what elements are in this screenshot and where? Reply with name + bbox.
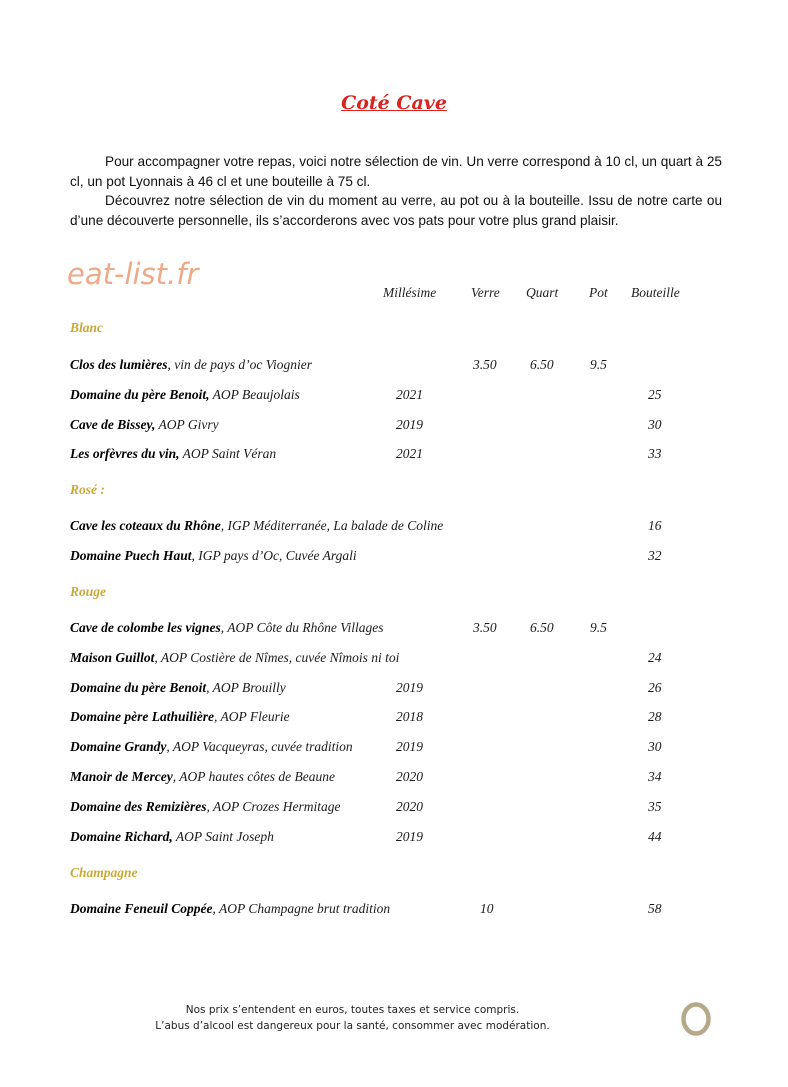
wine-year: 2018	[396, 709, 423, 724]
wine-name: Domaine Richard,	[70, 829, 173, 844]
wine-row	[0, 548, 788, 568]
wine-appellation: , IGP Méditerranée, La balade de Coline	[220, 518, 444, 533]
wine-label	[70, 799, 341, 815]
wine-row	[0, 417, 788, 437]
wine-label	[70, 709, 290, 725]
wine-name: Cave les coteaux du Rhône	[70, 518, 221, 533]
wine-row	[0, 680, 788, 700]
wine-appellation: AOP Saint Joseph	[172, 829, 274, 844]
wine-name: Les orfèvres du vin,	[70, 446, 180, 461]
wine-appellation: , AOP Côte du Rhône Villages	[220, 620, 384, 635]
wine-name: Cave de colombe les vignes	[70, 620, 221, 635]
ring-logo-icon	[681, 1002, 711, 1036]
wine-price-bouteille: 30	[648, 739, 662, 754]
wine-price-bouteille: 28	[648, 709, 662, 724]
wine-name: Maison Guillot	[70, 650, 155, 665]
wine-price-bouteille: 34	[648, 769, 662, 784]
wine-price-bouteille: 58	[648, 901, 662, 916]
wine-name: Domaine Feneuil Coppée	[70, 901, 213, 916]
wine-row	[0, 357, 788, 377]
page-title: Coté Cave	[341, 92, 447, 114]
wine-year: 2019	[396, 739, 423, 754]
wine-price-bouteille: 16	[648, 518, 662, 533]
wine-price-pot: 9.5	[590, 357, 607, 372]
wine-price-bouteille: 32	[648, 548, 662, 563]
wine-name: Domaine Grandy	[70, 739, 167, 754]
wine-appellation: , AOP Costière de Nîmes, cuvée Nîmois ni toi	[154, 650, 400, 665]
wine-price-verre: 3.50	[473, 357, 497, 372]
wine-year: 2020	[396, 769, 423, 784]
wine-price-bouteille: 44	[648, 829, 662, 844]
wine-label	[70, 739, 353, 755]
wine-price-quart: 6.50	[530, 357, 554, 372]
wine-label	[70, 620, 383, 636]
site-watermark: eat-list.fr	[67, 257, 199, 291]
wine-row	[0, 901, 788, 921]
column-header-pot: Pot	[589, 285, 608, 300]
wine-appellation: , AOP Fleurie	[214, 709, 290, 724]
wine-name: Domaine du père Benoit,	[70, 387, 210, 402]
wine-label	[70, 446, 276, 462]
wine-appellation: , AOP hautes côtes de Beaune	[172, 769, 335, 784]
footer-prices-note: Nos prix s’entendent en euros, toutes taxes et service compris.	[185, 1004, 520, 1016]
wine-price-pot: 9.5	[590, 620, 607, 635]
wine-price-bouteille: 35	[648, 799, 662, 814]
column-header-millesime: Millésime	[383, 285, 437, 300]
wine-row	[0, 769, 788, 789]
wine-year: 2019	[396, 829, 423, 844]
wine-appellation: AOP Givry	[155, 417, 219, 432]
wine-label	[70, 357, 312, 373]
wine-year: 2019	[396, 680, 423, 695]
wine-appellation: , vin de pays d’oc Viognier	[167, 357, 312, 372]
wine-appellation: , AOP Vacqueyras, cuvée tradition	[166, 739, 353, 754]
wine-row	[0, 620, 788, 640]
wine-price-bouteille: 24	[648, 650, 662, 665]
wine-price-verre: 10	[480, 901, 494, 916]
wine-row	[0, 387, 788, 407]
wine-price-bouteille: 33	[648, 446, 662, 461]
wine-row	[0, 829, 788, 849]
wine-year: 2021	[396, 446, 423, 461]
section-rouge: Rouge	[70, 584, 107, 599]
wine-appellation: , AOP Brouilly	[206, 680, 286, 695]
wine-appellation: , AOP Champagne brut tradition	[212, 901, 391, 916]
column-header-bouteille: Bouteille	[631, 285, 680, 300]
wine-name: Domaine des Remizières	[70, 799, 207, 814]
wine-label	[70, 417, 219, 433]
wine-year: 2021	[396, 387, 423, 402]
wine-year: 2019	[396, 417, 423, 432]
wine-price-bouteille: 30	[648, 417, 662, 432]
wine-label	[70, 829, 274, 845]
wine-label	[70, 548, 357, 564]
wine-label	[70, 518, 443, 534]
section-rose: Rosé :	[70, 482, 105, 497]
wine-appellation: , AOP Crozes Hermitage	[206, 799, 341, 814]
wine-name: Manoir de Mercey	[70, 769, 173, 784]
wine-label	[70, 387, 300, 403]
column-header-verre: Verre	[471, 285, 500, 300]
section-champagne: Champagne	[70, 865, 138, 880]
section-blanc: Blanc	[70, 320, 104, 335]
wine-name: Domaine du père Benoit	[70, 680, 207, 695]
wine-label	[70, 901, 390, 917]
wine-price-quart: 6.50	[530, 620, 554, 635]
wine-price-bouteille: 25	[648, 387, 662, 402]
wine-price-verre: 3.50	[473, 620, 497, 635]
wine-appellation: AOP Beaujolais	[209, 387, 300, 402]
wine-row	[0, 446, 788, 466]
wine-name: Domaine père Lathuilière	[70, 709, 214, 724]
wine-appellation: AOP Saint Véran	[179, 446, 277, 461]
wine-name: Domaine Puech Haut	[70, 548, 192, 563]
wine-year: 2020	[396, 799, 423, 814]
intro-paragraph-1: Pour accompagner votre repas, voici notre sélection de vin. Un verre correspond à 10 cl, un quart à 25 cl, un pot Lyonnais à 46 cl et une bouteille à 75 cl.	[70, 154, 722, 189]
wine-row	[0, 799, 788, 819]
wine-price-bouteille: 26	[648, 680, 662, 695]
intro-paragraph-2: Découvrez notre sélection de vin du moment au verre, au pot ou à la bouteille. Issu de notre carte ou d’une découverte personnelle, ils s’accorderons avec vos pats pour votre plus grand plaisir.	[70, 193, 722, 228]
wine-name: Clos des lumières	[70, 357, 168, 372]
wine-row	[0, 709, 788, 729]
wine-row	[0, 650, 788, 670]
wine-row	[0, 518, 788, 538]
wine-name: Cave de Bissey,	[70, 417, 156, 432]
wine-row	[0, 739, 788, 759]
wine-label	[70, 650, 399, 666]
wine-appellation: , IGP pays d’Oc, Cuvée Argali	[191, 548, 357, 563]
footer-alcohol-warning: L’abus d’alcool est dangereux pour la santé, consommer avec modération.	[155, 1020, 550, 1032]
column-header-quart: Quart	[526, 285, 559, 300]
wine-label	[70, 680, 286, 696]
wine-label	[70, 769, 335, 785]
